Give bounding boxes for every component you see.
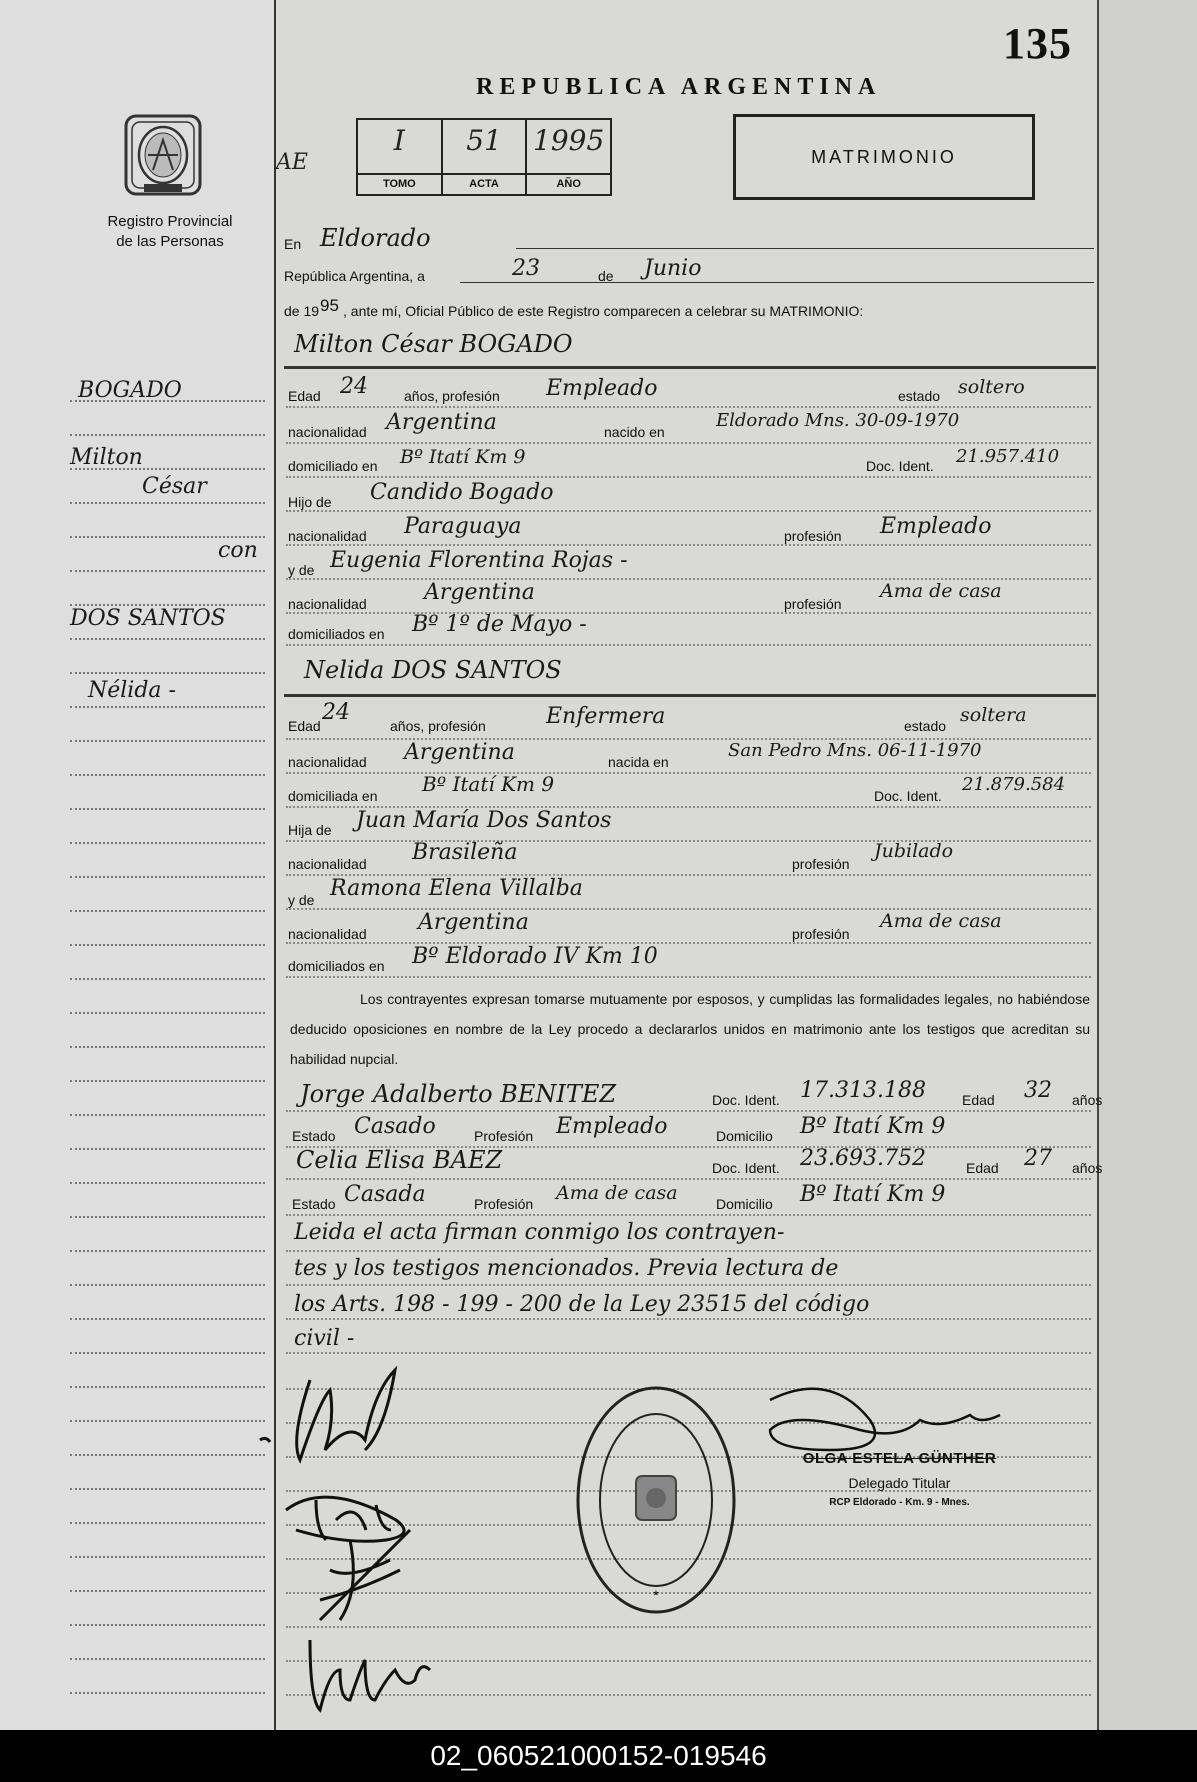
section-rule <box>284 366 1096 369</box>
witness1-profession: Empleado <box>556 1114 668 1139</box>
officer-place: RCP Eldorado - Km. 9 - Mnes. <box>829 1497 970 1508</box>
ruled-line <box>70 808 265 810</box>
bride-name: Nelida DOS SANTOS <box>304 656 562 684</box>
witness1-prof-label: Profesión <box>474 1128 534 1144</box>
ruled-line <box>70 1148 265 1150</box>
ruled-line <box>70 1080 265 1082</box>
registry-name <box>70 212 270 252</box>
ruled-line <box>70 570 265 572</box>
groom-birth: Eldorado Mns. 30-09-1970 <box>716 410 960 431</box>
margin-note-bride-name: Nélida - <box>88 678 176 703</box>
page-number: 135 <box>1003 19 1072 68</box>
tomo-value: I <box>393 124 405 157</box>
ruled-line <box>70 706 265 708</box>
margin-note-bride-surname: DOS SANTOS <box>70 606 226 631</box>
ruled-line <box>286 942 1091 944</box>
bride-age-label: Edad <box>288 718 321 734</box>
closing-line-2: tes y los testigos mencionados. Previa lectura de <box>294 1256 839 1281</box>
groom-parents-address-label: domiciliados en <box>288 626 385 642</box>
margin-note-second: César <box>142 474 207 499</box>
groom-age-label: Edad <box>288 388 321 404</box>
bride-status: soltera <box>960 704 1027 726</box>
ruled-line <box>70 944 265 946</box>
ruled-line <box>286 1178 1091 1180</box>
registry-line-1: Registro Provincial <box>107 213 233 230</box>
place-value: Eldorado <box>320 224 431 252</box>
initials-note: AE <box>276 150 308 175</box>
de-label: de <box>598 268 614 284</box>
groom-mother-prof-label: profesión <box>784 596 842 612</box>
witness2-age-label: Edad <box>966 1160 999 1176</box>
ruled-line <box>70 774 265 776</box>
bride-parents-address: Bº Eldorado IV Km 10 <box>412 944 658 969</box>
scan-identifier: 02_060521000152-019546 <box>0 1730 1197 1782</box>
ruled-line <box>286 1318 1091 1320</box>
acta-label: ACTA <box>443 173 526 194</box>
groom-parents-address: Bº 1º de Mayo - <box>412 612 587 637</box>
witness2-doc-label: Doc. Ident. <box>712 1160 780 1176</box>
witness2-status-label: Estado <box>292 1196 336 1212</box>
witness1-doc-label: Doc. Ident. <box>712 1092 780 1108</box>
witness2-address: Bº Itatí Km 9 <box>800 1182 946 1207</box>
ruled-line <box>70 1420 265 1422</box>
bride-father-nat: Brasileña <box>412 840 518 865</box>
groom-mother-label: y de <box>288 562 315 578</box>
bride-birth-label: nacida en <box>608 754 669 770</box>
bride-profession-label: años, profesión <box>390 718 486 734</box>
ruled-line <box>286 510 1091 512</box>
closing-line-1: Leida el acta firman conmigo los contrayen- <box>294 1220 785 1245</box>
ruled-line <box>70 910 265 912</box>
bride-doc: 21.879.584 <box>962 774 1066 795</box>
ruled-line <box>70 978 265 980</box>
acta-value: 51 <box>466 124 502 157</box>
ruled-line <box>70 1556 265 1558</box>
ruled-line <box>70 1114 265 1116</box>
month-value: Junio <box>644 256 702 281</box>
groom-status: soltero <box>958 376 1025 398</box>
witness2-profession: Ama de casa <box>556 1182 678 1204</box>
bride-nationality: Argentina <box>404 740 515 765</box>
witness1-doc: 17.313.188 <box>800 1078 926 1103</box>
record-number-box <box>356 118 612 196</box>
groom-father-prof-label: profesión <box>784 528 842 544</box>
groom-father-nat: Paraguaya <box>404 514 522 539</box>
witness2-prof-label: Profesión <box>474 1196 534 1212</box>
ruled-line <box>70 842 265 844</box>
groom-address-label: domiciliado en <box>288 458 378 474</box>
ruled-line <box>286 406 1091 408</box>
margin-note-con: con <box>218 538 258 563</box>
header-sentence: , ante mí, Oficial Público de este Registro comparecen a celebrar su MATRIMONIO: <box>343 303 864 319</box>
ruled-line <box>286 1284 1091 1286</box>
year-suffix: 95 <box>320 296 339 315</box>
groom-profession-label: años, profesión <box>404 388 500 404</box>
legal-statement: Los contrayentes expresan tomarse mutuamente por esposos, y cumplidas las formalidades legales, no habiéndose deducido oposiciones en nombre de la Ley procedo a declararlos unidos en matrimonio ante los testigos que acreditan su habilidad nupcial. <box>290 991 1090 1067</box>
witness2-signature <box>300 1630 440 1720</box>
bride-profession: Enfermera <box>546 704 666 729</box>
witness2-name: Celia Elisa BAEZ <box>296 1146 503 1174</box>
ruled-line <box>70 1624 265 1626</box>
bride-mother-prof-label: profesión <box>792 926 850 942</box>
ruled-line <box>286 840 1091 842</box>
left-margin-column <box>0 0 275 1730</box>
groom-name: Milton César BOGADO <box>294 330 573 358</box>
ruled-line <box>70 1284 265 1286</box>
ruled-line <box>70 1216 265 1218</box>
bride-father-nat-label: nacionalidad <box>288 856 367 872</box>
groom-father-prof: Empleado <box>880 514 992 539</box>
ruled-line <box>70 1182 265 1184</box>
bride-mother-nat: Argentina <box>418 910 529 935</box>
day-value: 23 <box>512 256 540 281</box>
witness1-address-label: Domicilio <box>716 1128 773 1144</box>
bride-mother-nat-label: nacionalidad <box>288 926 367 942</box>
ruled-line <box>70 672 265 674</box>
officer-block <box>782 1450 1017 1508</box>
anio-value: 1995 <box>533 124 605 157</box>
ruled-line <box>70 1046 265 1048</box>
bride-mother-label: y de <box>288 892 315 908</box>
bride-status-label: estado <box>904 718 947 734</box>
document-type-box: MATRIMONIO <box>733 114 1035 200</box>
ruled-line <box>286 976 1091 978</box>
groom-address: Bº Itatí Km 9 <box>400 446 526 468</box>
ruled-line <box>286 1250 1091 1252</box>
groom-birth-label: nacido en <box>604 424 665 440</box>
bride-father-prof: Jubilado <box>874 840 954 862</box>
ruled-line <box>286 442 1091 444</box>
witness2-address-label: Domicilio <box>716 1196 773 1212</box>
underline <box>516 248 1094 249</box>
ruled-line <box>286 612 1091 614</box>
year-prefix: de 19 <box>284 303 320 319</box>
bride-age: 24 <box>322 700 350 725</box>
witness2-status: Casada <box>344 1182 426 1207</box>
groom-mother: Eugenia Florentina Rojas - <box>330 548 628 573</box>
bride-mother-prof: Ama de casa <box>880 910 1002 932</box>
witness2-age: 27 <box>1024 1146 1052 1171</box>
witness2-doc: 23.693.752 <box>800 1146 926 1171</box>
tomo-cell <box>358 120 443 194</box>
groom-mother-nat: Argentina <box>424 580 535 605</box>
ruled-line <box>70 1012 265 1014</box>
bride-father: Juan María Dos Santos <box>356 808 612 833</box>
ruled-line <box>70 1658 265 1660</box>
ruled-line <box>70 434 265 436</box>
officer-name: OLGA ESTELA GÜNTHER <box>802 1450 997 1467</box>
witness1-signature <box>290 1520 450 1630</box>
tomo-label: TOMO <box>358 173 441 194</box>
svg-text:*: * <box>653 1587 659 1603</box>
groom-doc: 21.957.410 <box>956 446 1060 467</box>
witness1-age: 32 <box>1024 1078 1052 1103</box>
ruled-line <box>286 544 1091 546</box>
groom-doc-label: Doc. Ident. <box>866 458 934 474</box>
ruled-line <box>70 502 265 504</box>
ruled-line <box>70 638 265 640</box>
margin-note-surname: BOGADO <box>78 378 182 403</box>
officer-signature <box>750 1370 1010 1460</box>
ruled-line <box>70 1488 265 1490</box>
ruled-line <box>70 1692 265 1694</box>
republica-label: República Argentina, a <box>284 268 425 284</box>
section-rule <box>284 694 1096 697</box>
bride-address-label: domiciliada en <box>288 788 378 804</box>
officer-role: Delegado Titular <box>848 1475 951 1491</box>
groom-mother-nat-label: nacionalidad <box>288 596 367 612</box>
witness1-status: Casado <box>354 1114 436 1139</box>
margin-note-first: Milton <box>70 445 143 470</box>
closing-line-4: civil - <box>294 1326 355 1351</box>
ruled-line <box>286 1352 1091 1354</box>
groom-nationality-label: nacionalidad <box>288 424 367 440</box>
groom-nationality: Argentina <box>386 410 497 435</box>
ruled-line <box>70 740 265 742</box>
bride-doc-label: Doc. Ident. <box>874 788 942 804</box>
groom-father-label: Hijo de <box>288 494 332 510</box>
witness1-age-label: Edad <box>962 1092 995 1108</box>
groom-age: 24 <box>340 374 368 399</box>
bride-father-prof-label: profesión <box>792 856 850 872</box>
registry-seal-stamp <box>572 1380 740 1620</box>
anio-cell <box>527 120 610 194</box>
underline <box>460 282 1094 283</box>
bride-nationality-label: nacionalidad <box>288 754 367 770</box>
bride-birth: San Pedro Mns. 06-11-1970 <box>728 740 982 761</box>
acta-cell <box>443 120 528 194</box>
en-label: En <box>284 236 302 252</box>
ruled-line <box>70 1522 265 1524</box>
witness1-anos-label: años <box>1072 1092 1103 1108</box>
groom-father: Candido Bogado <box>370 480 554 505</box>
bride-address: Bº Itatí Km 9 <box>422 772 555 796</box>
bride-parents-address-label: domiciliados en <box>288 958 385 974</box>
ruled-line <box>70 1386 265 1388</box>
witness2-anos-label: años <box>1072 1160 1103 1176</box>
groom-father-nat-label: nacionalidad <box>288 528 367 544</box>
groom-mother-prof: Ama de casa <box>880 580 1002 602</box>
country-heading: REPUBLICA ARGENTINA <box>476 74 882 100</box>
ruled-line <box>70 1590 265 1592</box>
ruled-line <box>286 1214 1091 1216</box>
ruled-line <box>70 1352 265 1354</box>
ruled-line <box>70 876 265 878</box>
coat-of-arms-icon <box>118 110 208 200</box>
bride-father-label: Hija de <box>288 822 332 838</box>
ruled-line <box>286 644 1091 646</box>
groom-signature <box>250 1360 480 1480</box>
registry-line-2: de las Personas <box>116 233 224 250</box>
ruled-line <box>70 1250 265 1252</box>
ruled-line <box>286 476 1091 478</box>
groom-status-label: estado <box>898 388 941 404</box>
closing-line-3: los Arts. 198 - 199 - 200 de la Ley 23515 del código <box>294 1292 870 1317</box>
ruled-line <box>286 1110 1091 1112</box>
right-margin <box>1099 0 1197 1730</box>
witness1-name: Jorge Adalberto BENITEZ <box>300 1080 617 1108</box>
witness1-status-label: Estado <box>292 1128 336 1144</box>
witness1-address: Bº Itatí Km 9 <box>800 1114 946 1139</box>
groom-profession: Empleado <box>546 376 658 401</box>
ruled-line <box>70 1454 265 1456</box>
ruled-line <box>70 1318 265 1320</box>
anio-label: AÑO <box>527 173 610 194</box>
bride-mother: Ramona Elena Villalba <box>330 876 583 901</box>
